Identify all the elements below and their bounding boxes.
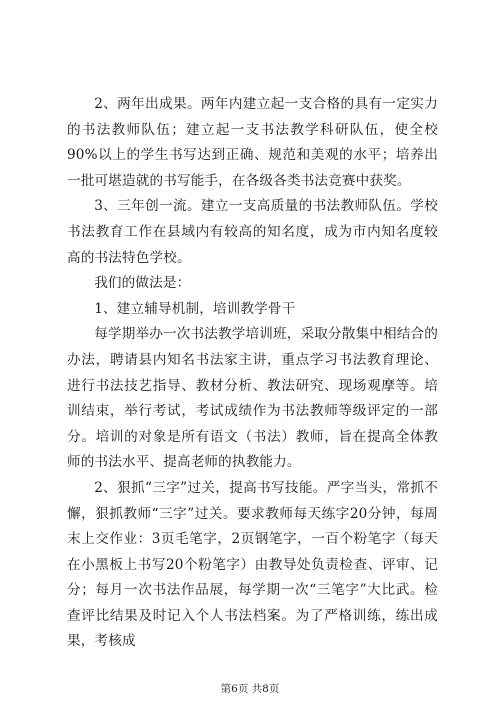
document-body xyxy=(67,92,438,655)
paragraph-methods-intro: 我们的做法是： xyxy=(94,275,191,292)
paragraph-training-details: 每学期举办一次书法教学培训班，采取分散集中相结合的办法，聘请县内知名书法家主讲，重点学习书法教育理论、进行书法技艺指导、教材分析、教法研究、现场观摩等。培训结束，举行考试，考试成绩作为书法教师等级评定的一部分。培训的对象是所有语文（书法）教师，旨在提高全体教师的书法水平、提高老师的执教能力。 xyxy=(67,326,438,471)
paragraph-goal-two-years: 2、两年出成果。两年内建立起一支合格的具有一定实力的书法教师队伍；建立起一支书法教学科研队伍，使全校90%以上的学生书写达到正确、规范和美观的水平；培养出一批可堪造就的书写能手，在各级各类书法竞赛中获奖。 xyxy=(67,96,438,189)
paragraph-three-characters: 2、狠抓“三字”过关，提高书写技能。严字当头，常抓不懈，狠抓教师“三字”过关。要求教师每天练字20分钟，每周末上交作业：3页毛笔字，2页钢笔字，一百个粉笔字（每天在小黑板上书写20个粉笔字）由教导处负责检查、评审、记分；每月一次书法作品展，每学期一次“三笔字”大比武。检查评比结果及时记入个人书法档案。为了严格训练，练出成果，考核成 xyxy=(67,479,438,650)
section-heading-training: 1、建立辅导机制，培训教学骨干 xyxy=(94,300,296,317)
page-number-footer: 第6页 共8页 xyxy=(220,683,280,695)
paragraph-goal-three-years: 3、三年创一流。建立一支高质量的书法教师队伍。学校书法教育工作在县域内有较高的知名度，成为市内知名度较高的书法特色学校。 xyxy=(67,198,438,266)
